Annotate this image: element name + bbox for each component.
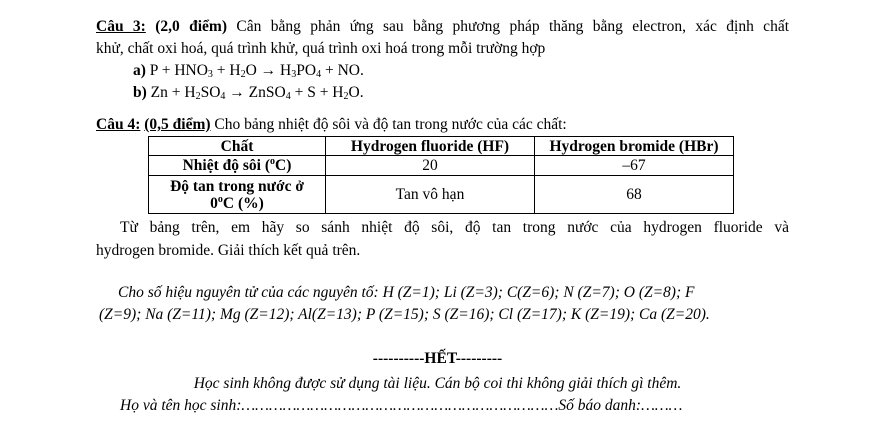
question-4-followup-2: hydrogen bromide. Giải thích kết quả trên. [96,242,361,259]
end-dashes-right: --------- [455,350,503,367]
degree-mark: o [270,156,276,167]
equation-a-label: a) [133,62,146,79]
question-3-line-2: khử, chất oxi hoá, quá trình khử, quá trình oxi hoá trong mỗi trường hợp [96,40,546,57]
student-info-line [120,397,682,415]
solubility-label-line-1: Độ tan trong nước ở [170,177,304,195]
question-3-label: Câu 3: [96,18,146,35]
solubility-label-line-2 [153,195,321,212]
table-cell: 68 [535,176,734,214]
table-header-cell: Hydrogen bromide (HBr) [535,137,734,156]
student-name-dots: …………………………………………………………… [241,397,559,414]
solubility-temp: 0 [210,194,218,212]
boiling-point-unit: C) [275,157,292,174]
table-row-label [149,176,326,214]
degree-mark: o [217,193,223,205]
equation-b-label: b) [133,84,147,101]
question-4-points: (0,5 điểm) [144,116,211,133]
question-4-followup-1: Từ bảng trên, em hãy so sánh nhiệt độ sôi, độ tan trong nước của hydrogen fluoride và [120,219,789,236]
student-id-label: Số báo danh: [558,397,642,414]
question-4-text: Cho bảng nhiệt độ sôi và độ tan trong nước của các chất: [214,116,567,133]
atomic-numbers-line-1: Cho số hiệu nguyên tử của các nguyên tố: H (Z=1); Li (Z=3); C(Z=6); N (Z=7); O (Z=8); F [118,284,695,301]
equation-b: b) $Zn + H_2SO_4$ → ZnSO$_4$ + $S + H_2O$. [133,84,364,102]
table-cell: Tan vô hạn [326,176,535,214]
table-row [149,156,734,176]
question-3-line-1 [96,18,789,36]
table-header-row [149,137,734,156]
solubility-unit: C (%) [222,194,264,212]
table-row-label [149,156,326,176]
table-row [149,176,734,214]
table-cell: 20 [326,156,535,176]
boiling-point-label: Nhiệt độ sôi ( [182,157,271,174]
question-3-points: (2,0 điểm) [155,18,227,35]
question-4-line [96,116,567,134]
question-3-text-1: Cân bằng phản ứng sau bằng phương pháp thăng bằng electron, xác định chất [236,18,790,35]
end-marker [0,350,875,368]
student-id-dots: ……… [641,397,683,414]
exam-note: Học sinh không được sử dụng tài liệu. Cán bộ coi thi không giải thích gì thêm. [193,375,682,392]
end-text: HẾT [424,350,456,367]
table-header-cell: Chất [149,137,326,156]
student-name-label: Họ và tên học sinh: [120,397,242,414]
atomic-numbers-line-2: (Z=9); Na (Z=11); Mg (Z=12); Al(Z=13); P (Z=15); S (Z=16); Cl (Z=17); K (Z=19); Ca (Z=20). [99,306,710,323]
properties-table [148,136,734,214]
end-dashes-left: ---------- [372,350,425,367]
table-header-cell: Hydrogen fluoride (HF) [326,137,535,156]
question-4-label: Câu 4: [96,116,141,133]
table-cell: –67 [535,156,734,176]
equation-a: a) $P + HNO_3 + H_2O \to H_3PO_4$ + NO. [133,62,364,80]
